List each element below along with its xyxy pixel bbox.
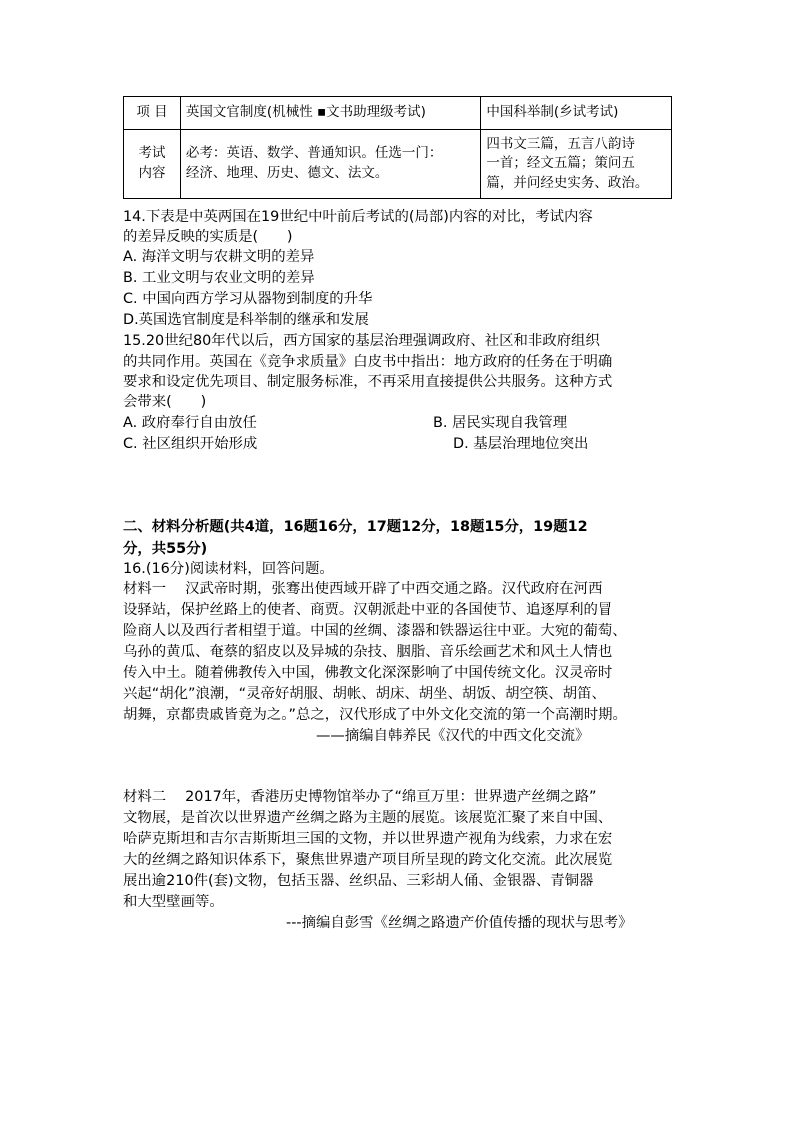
material-2-line: 展出逾210件(套)文物，包括玉器、丝织品、三彩胡人俑、金银器、青铜器	[123, 873, 594, 889]
material-2-source: ---摘编自彭雪《丝绸之路遗产价值传播的现状与思考》	[286, 915, 633, 931]
row-label-line: 考试	[138, 145, 166, 162]
q15-stem: 15.20世纪80年代以后，西方国家的基层治理强调政府、社区和非政府组织	[123, 333, 600, 349]
q14-option-b: B. 工业文明与农业文明的差异	[123, 270, 315, 286]
q14-stem: 的差异反映的实质是( )	[123, 229, 293, 245]
table-header-uk: 英国文官制度(机械性 ▪文书助理级考试)	[180, 97, 480, 130]
material-1-source: ——摘编自韩养民《汉代的中西文化交流》	[316, 728, 590, 744]
material-2-line: 文物展，是首次以世界遗产丝绸之路为主题的展览。该展览汇聚了来自中国、	[123, 810, 613, 826]
material-2-line: 材料二 2017年，香港历史博物馆举办了“绵亘万里：世界遗产丝绸之路”	[123, 789, 597, 805]
q14-option-a: A. 海洋文明与农耕文明的差异	[123, 249, 315, 265]
material-1-line: 险商人以及西行者相望于道。中国的丝绸、漆器和铁器运往中亚。大宛的葡萄、	[123, 623, 627, 639]
comparison-table	[123, 96, 672, 199]
material-2-line: 大的丝绸之路知识体系下，聚焦世界遗产项目所呈现的跨文化交流。此次展览	[123, 852, 613, 868]
table-row-label	[124, 130, 181, 199]
uk-content-line: 经济、地理、历史、德文、法文。	[185, 165, 389, 181]
cn-content-line: 一首；经文五篇；策问五	[486, 155, 635, 172]
q15-option-b: B. 居民实现自我管理	[433, 415, 568, 431]
material-1-line: 设驿站，保护丝路上的使者、商贾。汉朝派赴中亚的各国使节、追逐厚利的冒	[123, 602, 613, 618]
material-1-line: 兴起“胡化”浪潮，“灵帝好胡服、胡帐、胡床、胡坐、胡饭、胡空筷、胡笛、	[123, 686, 606, 702]
table-row	[124, 130, 672, 199]
material-1-line: 传入中土。随着佛教传入中国，佛教文化深深影响了中国传统文化。汉灵帝时	[123, 665, 613, 681]
q14-option-c: C. 中国向西方学习从器物到制度的升华	[123, 291, 373, 307]
table-cell-uk	[180, 130, 480, 199]
q15-option-d: D. 基层治理地位突出	[453, 436, 589, 452]
material-1-line: 胡舞，京都贵戚皆竟为之。”总之，汉代形成了中外文化交流的第一个高潮时期。	[123, 707, 627, 723]
cn-content-line: 四书文三篇，五言八韵诗	[486, 135, 635, 152]
section-title: 分，共55分)	[123, 541, 208, 557]
material-2-line: 和大型壁画等。	[123, 894, 224, 910]
material-1-line: 乌孙的黄瓜、奄蔡的貂皮以及异城的杂技、胭脂、音乐绘画艺术和风土人情也	[123, 644, 613, 660]
q15-option-c: C. 社区组织开始形成	[123, 436, 258, 452]
q14-option-d: D.英国选官制度是科举制的继承和发展	[123, 312, 369, 328]
uk-content-line: 必考：英语、数学、普通知识。任选一门：	[185, 145, 443, 162]
table-header-row	[124, 97, 672, 130]
material-2-line: 哈萨克斯坦和吉尔吉斯斯坦三国的文物，并以世界遗产视角为线索，力求在宏	[123, 831, 613, 847]
q15-stem: 会带来( )	[123, 394, 207, 410]
q15-stem: 的共同作用。英国在《竞争求质量》白皮书中指出：地方政府的任务在于明确	[123, 354, 613, 370]
table-cell-cn	[481, 130, 672, 199]
section-title: 二、材料分析题(共4道，16题16分，17题12分，18题15分，19题12	[123, 519, 588, 535]
cn-content-line: 篇，并问经史实务、政治。	[486, 174, 649, 191]
table-header-item: 项 目	[124, 97, 181, 130]
row-label-line: 内容	[138, 165, 166, 181]
material-1-line: 材料一 汉武帝时期，张骞出使西域开辟了中西交通之路。汉代政府在河西	[123, 581, 603, 597]
q14-stem: 14.下表是中英两国在19世纪中叶前后考试的(局部)内容的对比，考试内容	[123, 209, 593, 225]
table-header-cn: 中国科举制(乡试考试)	[481, 97, 672, 130]
q15-option-a: A. 政府奉行自由放任	[123, 415, 257, 431]
q16-intro: 16.(16分)阅读材料，回答问题。	[123, 561, 334, 577]
q15-stem: 要求和设定优先项目、制定服务标准，不再采用直接提供公共服务。这种方式	[123, 374, 613, 390]
